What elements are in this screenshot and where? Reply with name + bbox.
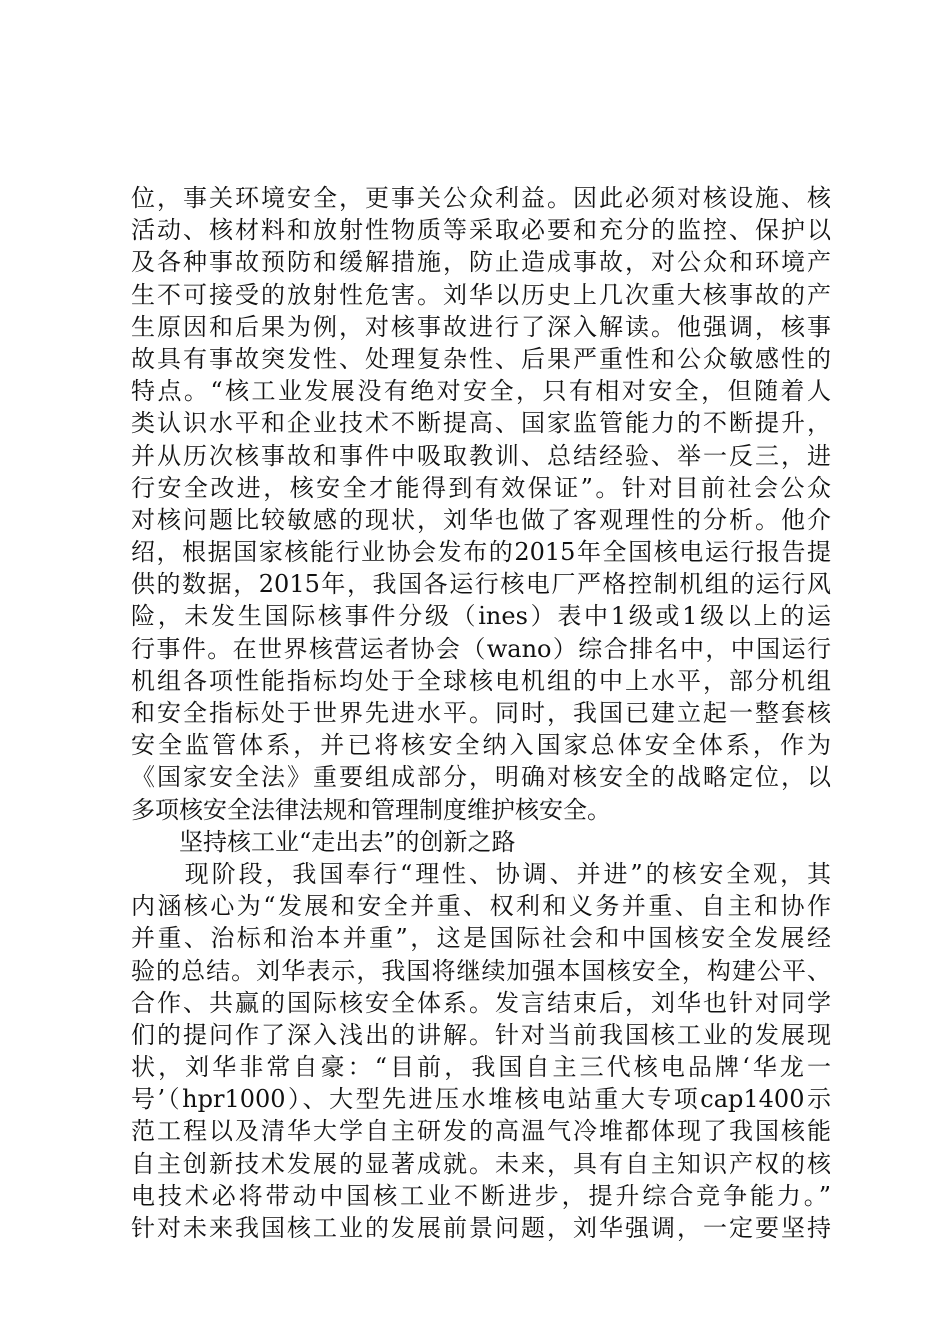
text-line: 生原因和后果为例，对核事故进行了深入解读。他强调，核事: [131, 312, 831, 341]
text-line: 行事件。在世界核营运者协会（wano）综合排名中，中国运行: [131, 634, 831, 663]
text-line: 对核问题比较敏感的现状，刘华也做了客观理性的分析。他介: [131, 505, 831, 534]
paragraph-1: [131, 182, 831, 826]
text-line: 合作、共赢的国际核安全体系。发言结束后，刘华也针对同学: [131, 988, 831, 1017]
text-line: 安全监管体系，并已将核安全纳入国家总体安全体系，作为: [131, 731, 831, 760]
text-line: 行安全改进，核安全才能得到有效保证”。针对目前社会公众: [131, 473, 831, 502]
text-line: 并从历次核事故和事件中吸取教训、总结经验、举一反三，进: [131, 441, 831, 470]
text-line: 多项核安全法律法规和管理制度维护核安全。: [131, 795, 611, 824]
text-line: 号’（hpr1000）、大型先进压水堆核电站重大专项cap1400示: [131, 1085, 831, 1114]
text-line: 并重、治标和治本并重”，这是国际社会和中国核安全发展经: [131, 924, 831, 953]
section-heading: 坚持核工业“走出去”的创新之路: [179, 827, 516, 856]
text-line: 针对未来我国核工业的发展前景问题，刘华强调，一定要坚持: [131, 1214, 831, 1242]
text-line: 供的数据，2015年，我国各运行核电厂严格控制机组的运行风: [131, 570, 831, 599]
text-line: 和安全指标处于世界先进水平。同时，我国已建立起一整套核: [131, 699, 831, 727]
text-line: 故具有事故突发性、处理复杂性、后果严重性和公众敏感性的: [131, 344, 831, 373]
text-line: 范工程以及清华大学自主研发的高温气冷堆都体现了我国核能: [131, 1117, 831, 1146]
text-line: 及各种事故预防和缓解措施，防止造成事故，对公众和环境产: [131, 248, 831, 277]
text-line: 们的提问作了深入浅出的讲解。针对当前我国核工业的发展现: [131, 1020, 831, 1049]
text-line: 自主创新技术发展的显著成就。未来，具有自主知识产权的核: [131, 1149, 831, 1178]
text-line: 现阶段，我国奉行“理性、协调、并进”的核安全观，其: [131, 859, 831, 888]
text-line: 活动、核材料和放射性物质等采取必要和充分的监控、保护以: [131, 216, 831, 245]
text-line: 位，事关环境安全，更事关公众利益。因此必须对核设施、核: [131, 184, 831, 212]
text-line: 类认识水平和企业技术不断提高、国家监管能力的不断提升，: [131, 409, 831, 438]
text-line: 验的总结。刘华表示，我国将继续加强本国核安全，构建公平、: [131, 956, 831, 985]
text-line: 特点。“核工业发展没有绝对安全，只有相对安全，但随着人: [131, 377, 831, 406]
text-line: 《国家安全法》重要组成部分，明确对核安全的战略定位，以: [131, 763, 831, 792]
text-line: 状，刘华非常自豪：“目前，我国自主三代核电品牌‘华龙一: [131, 1053, 831, 1082]
text-line: 机组各项性能指标均处于全球核电机组的中上水平，部分机组: [131, 666, 831, 695]
text-line: 绍，根据国家核能行业协会发布的2015年全国核电运行报告提: [131, 538, 831, 567]
paragraph-2: [131, 858, 831, 1244]
text-line: 险，未发生国际核事件分级（ines）表中1级或1级以上的运: [131, 602, 831, 631]
text-line: 生不可接受的放射性危害。刘华以历史上几次重大核事故的产: [131, 280, 831, 309]
article-body: [131, 182, 831, 1244]
text-line: 内涵核心为“发展和安全并重、权利和义务并重、自主和协作: [131, 892, 831, 921]
text-line: 电技术必将带动中国核工业不断进步，提升综合竞争能力。”: [131, 1181, 831, 1210]
